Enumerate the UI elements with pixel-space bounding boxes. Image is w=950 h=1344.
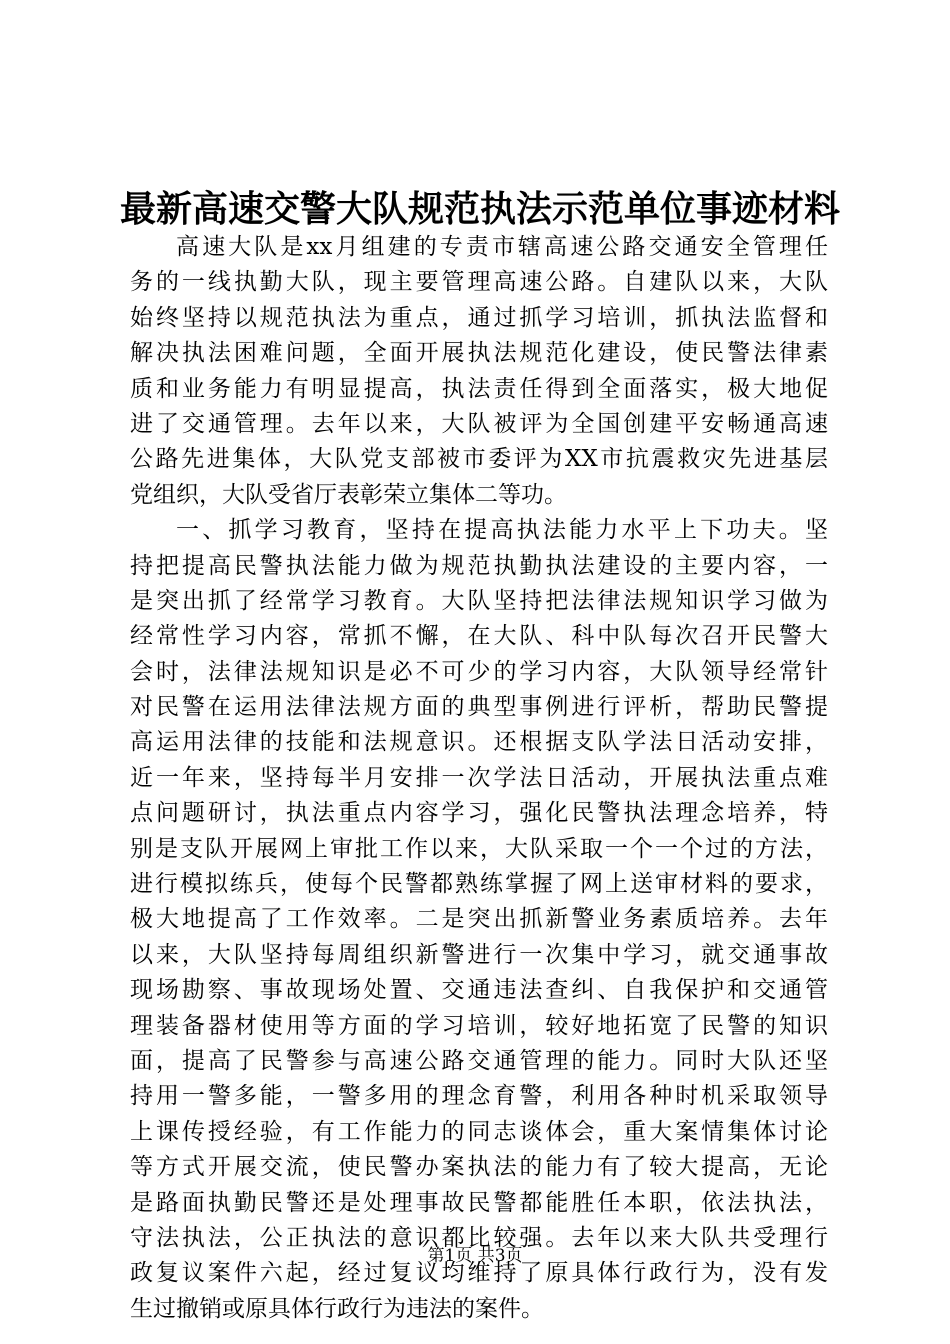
paragraph-line: 守法执法，公正执法的意识都比较强。去年以来大队共受理行 (130, 1224, 828, 1251)
paragraph-line: 进行模拟练兵，使每个民警都熟练掌握了网上送审材料的要求， (130, 871, 828, 898)
paragraph-line: 公路先进集体，大队党支部被市委评为XX市抗震救灾先进基层 (130, 446, 828, 473)
page-footer: 第1页 共3页 (427, 1246, 523, 1266)
paragraph-line: 一、抓学习教育，坚持在提高执法能力水平上下功夫。坚 (176, 517, 828, 544)
paragraph-line: 质和业务能力有明显提高，执法责任得到全面落实，极大地促 (130, 375, 828, 402)
paragraph-line: 是路面执勤民警还是处理事故民警都能胜任本职，依法执法， (130, 1189, 828, 1216)
document-body (130, 230, 828, 1327)
paragraph-line: 近一年来，坚持每半月安排一次学法日活动，开展执法重点难 (130, 764, 828, 791)
paragraph-line: 持把提高民警执法能力做为规范执勤执法建设的主要内容，一 (130, 552, 828, 579)
paragraph-line: 点问题研讨，执法重点内容学习，强化民警执法理念培养，特 (130, 800, 828, 827)
paragraph-line: 高运用法律的技能和法规意识。还根据支队学法日活动安排， (130, 729, 828, 756)
paragraph-line: 别是支队开展网上审批工作以来，大队采取一个一个过的方法， (130, 835, 828, 862)
paragraph-line: 会时，法律法规知识是必不可少的学习内容，大队领导经常针 (130, 658, 828, 685)
paragraph-line: 极大地提高了工作效率。二是突出抓新警业务素质培养。去年 (130, 906, 828, 933)
paragraph-line: 政复议案件六起，经过复议均维持了原具体行政行为，没有发 (130, 1260, 828, 1287)
paragraph-line: 是突出抓了经常学习教育。大队坚持把法律法规知识学习做为 (130, 587, 828, 614)
paragraph-line: 等方式开展交流，使民警办案执法的能力有了较大提高，无论 (130, 1154, 828, 1181)
paragraph-line: 进了交通管理。去年以来，大队被评为全国创建平安畅通高速 (130, 410, 828, 437)
paragraph-line: 务的一线执勤大队，现主要管理高速公路。自建队以来，大队 (130, 269, 828, 296)
paragraph-line: 党组织，大队受省厅表彰荣立集体二等功。 (130, 481, 567, 508)
paragraph-line: 面，提高了民警参与高速公路交通管理的能力。同时大队还坚 (130, 1047, 828, 1074)
paragraph-line: 高速大队是xx月组建的专责市辖高速公路交通安全管理任 (176, 234, 828, 260)
paragraph-line: 解决执法困难问题，全面开展执法规范化建设，使民警法律素 (130, 340, 828, 367)
paragraph-line: 理装备器材使用等方面的学习培训，较好地拓宽了民警的知识 (130, 1012, 828, 1039)
paragraph-line: 上课传授经验，有工作能力的同志谈体会，重大案情集体讨论 (130, 1118, 828, 1145)
paragraph-line: 以来，大队坚持每周组织新警进行一次集中学习，就交通事故 (130, 941, 828, 968)
paragraph-line: 持用一警多能，一警多用的理念育警，利用各种时机采取领导 (130, 1083, 828, 1110)
document-title: 最新高速交警大队规范执法示范单位事迹材料 (120, 189, 841, 230)
paragraph-line: 现场勘察、事故现场处置、交通违法查纠、自我保护和交通管 (130, 977, 828, 1004)
paragraph-line: 对民警在运用法律法规方面的典型事例进行评析，帮助民警提 (130, 694, 828, 721)
paragraph-line: 生过撤销或原具体行政行为违法的案件。 (130, 1295, 544, 1322)
paragraph-line: 始终坚持以规范执法为重点，通过抓学习培训，抓执法监督和 (130, 304, 828, 331)
paragraph-line: 经常性学习内容，常抓不懈，在大队、科中队每次召开民警大 (130, 623, 828, 650)
